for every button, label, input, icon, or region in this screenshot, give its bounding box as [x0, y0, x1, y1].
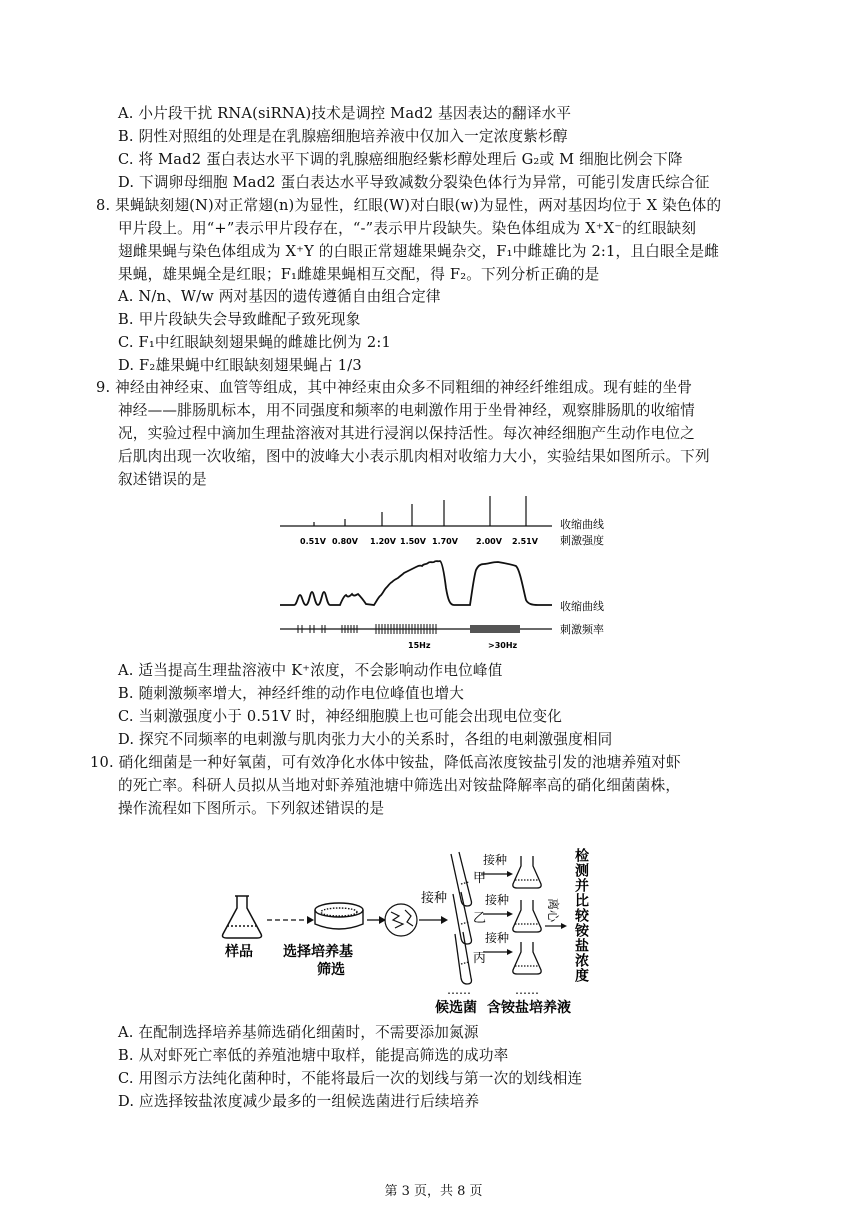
candidates-label: 候选菌 — [435, 1000, 477, 1016]
medium-label: 含铵盐培养液 — [487, 1000, 571, 1016]
q8-option-b: B. 甲片段缺失会导致雌配子致死现象 — [118, 311, 361, 328]
q7-option-a: A. 小片段干扰 RNA(siRNA)技术是调控 Mad2 基因表达的翻译水平 — [118, 105, 572, 122]
freq-label-2: >30Hz — [488, 641, 518, 650]
voltage-label: 0.80V — [332, 537, 358, 546]
q9-stem-line: 后肌肉出现一次收缩，图中的波峰大小表示肌肉相对收缩力大小，实验结果如图所示。下列 — [118, 448, 710, 465]
voltage-label: 1.70V — [432, 537, 458, 546]
q9-stem-line: 9. 神经由神经束、血管等组成，其中神经束由众多不同粗细的神经纤维组成。现有蛙的坐骨 — [96, 379, 693, 396]
contraction-curve — [280, 561, 552, 605]
inoc3-label: 接种 — [485, 931, 510, 945]
q7-option-b: B. 阴性对照组的处理是在乳腺癌细胞培养液中仅加入一定浓度紫杉醇 — [118, 128, 568, 145]
freq-label-1: 15Hz — [408, 641, 431, 650]
q10-figure — [215, 838, 615, 1022]
sample-flask-icon — [223, 896, 262, 938]
sample-label: 样品 — [225, 944, 253, 960]
q8-stem-line: 8. 果蝇缺刻翅(N)对正常翅(n)为显性，红眼(W)对白眼(w)为显性，两对基因均位于 X 染色体的 — [96, 197, 722, 214]
q7-option-c: C. 将 Mad2 蛋白表达水平下调的乳腺癌细胞经紫杉醇处理后 G₂或 M 细胞比例会下降 — [118, 151, 683, 168]
streak-plate-icon — [385, 904, 417, 936]
detect-label: 检测并比较铵盐浓度 — [573, 848, 589, 983]
q10-option-d: D. 应选择铵盐浓度减少最多的一组候选菌进行后续培养 — [118, 1093, 480, 1110]
culture-flask-icon — [513, 942, 541, 974]
bottom-label-1: 收缩曲线 — [560, 600, 604, 613]
page-footer: 第 3 页，共 8 页 — [384, 1184, 483, 1199]
voltage-label: 2.00V — [476, 537, 502, 546]
q9-option-b: B. 随刺激频率增大，神经纤维的动作电位峰值也增大 — [118, 685, 465, 702]
arrow-head — [507, 949, 513, 955]
arrow-head — [307, 916, 314, 924]
q8-stem-line: 翅雌果蝇与染色体组成为 X⁺Y 的白眼正常翅雄果蝇杂交，F₁中雌雄比为 2:1，且白眼全是雌 — [118, 243, 720, 260]
voltage-label: 1.50V — [400, 537, 426, 546]
arrow-head — [507, 911, 513, 917]
q8-option-d: D. F₂雄果蝇中红眼缺刻翅果蝇占 1/3 — [118, 357, 362, 374]
top-label-1: 收缩曲线 — [560, 518, 604, 531]
top-label-2: 刺激强度 — [560, 534, 604, 547]
screen-label: 筛选 — [317, 962, 345, 978]
q10-stem-line: 操作流程如下图所示。下列叙述错误的是 — [118, 800, 385, 817]
inoc1-label: 接种 — [483, 853, 508, 867]
culture-flask-icon — [513, 900, 541, 932]
arrow-head — [441, 916, 448, 924]
inoc2-label: 接种 — [485, 893, 510, 907]
q10-stem-line: 10. 硝化细菌是一种好氧菌，可有效净化水体中铵盐，降低高浓度铵盐引发的池塘养殖对虾 — [90, 754, 681, 771]
dots-label: …… — [447, 983, 471, 997]
q9-option-d: D. 探究不同频率的电刺激与肌肉张力大小的关系时，各组的电刺激强度相同 — [118, 731, 613, 748]
petri-dish-icon — [315, 903, 363, 929]
q9-figure-svg — [270, 492, 650, 652]
arrow-head — [561, 923, 567, 929]
culture-flask-icon — [513, 856, 541, 888]
q10-option-b: B. 从对虾死亡率低的养殖池塘中取样，能提高筛选的成功率 — [118, 1047, 509, 1064]
q9-stem-line: 况，实验过程中滴加生理盐溶液对其进行浸润以保持活性。每次神经细胞产生动作电位之 — [118, 425, 695, 442]
inoculate-label: 接种 — [421, 891, 448, 906]
voltage-label: 0.51V — [300, 537, 326, 546]
q9-figure — [270, 492, 650, 656]
voltage-label: 1.20V — [370, 537, 396, 546]
q7-option-d: D. 下调卵母细胞 Mad2 蛋白表达水平导致减数分裂染色体行为异常，可能引发唐氏综合征 — [118, 174, 710, 191]
arrow-head — [507, 871, 513, 877]
select-medium-label: 选择培养基 — [283, 944, 353, 960]
q9-stem-line: 叙述错误的是 — [118, 471, 207, 488]
q9-option-c: C. 当刺激强度小于 0.51V 时，神经细胞膜上也可能会出现电位变化 — [118, 708, 563, 725]
tube-b-label: 乙 — [473, 911, 487, 926]
q10-option-c: C. 用图示方法纯化菌种时，不能将最后一次的划线与第一次的划线相连 — [118, 1070, 583, 1087]
q10-stem-line: 的死亡率。科研人员拟从当地对虾养殖池塘中筛选出对铵盐降解率高的硝化细菌菌株， — [118, 777, 681, 794]
q10-figure-svg — [215, 838, 615, 1018]
tube-c-label: 丙 — [473, 951, 487, 966]
dots-label: …… — [515, 983, 539, 997]
test-tube-icon — [455, 932, 472, 984]
voltage-label: 2.51V — [512, 537, 538, 546]
bottom-label-2: 刺激频率 — [560, 623, 604, 636]
q10-option-a: A. 在配制选择培养基筛选硝化细菌时，不需要添加氮源 — [118, 1024, 479, 1041]
centrifuge-label: 离心 — [546, 898, 560, 923]
q8-stem-line: 果蝇，雄果蝇全是红眼；F₁雌雄果蝇相互交配，得 F₂。下列分析正确的是 — [118, 266, 600, 283]
high-frequency-block — [470, 625, 520, 633]
q8-option-c: C. F₁中红眼缺刻翅果蝇的雌雄比例为 2:1 — [118, 334, 391, 351]
q8-stem-line: 甲片段上。用“+”表示甲片段存在，“-”表示甲片段缺失。染色体组成为 X⁺X⁻的红眼缺刻 — [118, 220, 697, 237]
q9-stem-line: 神经——腓肠肌标本，用不同强度和频率的电刺激作用于坐骨神经，观察腓肠肌的收缩情 — [118, 402, 695, 419]
tube-a-label: 甲 — [473, 871, 487, 886]
q8-option-a: A. N/n、W/w 两对基因的遗传遵循自由组合定律 — [118, 288, 441, 305]
q9-option-a: A. 适当提高生理盐溶液中 K⁺浓度，不会影响动作电位峰值 — [118, 662, 503, 679]
